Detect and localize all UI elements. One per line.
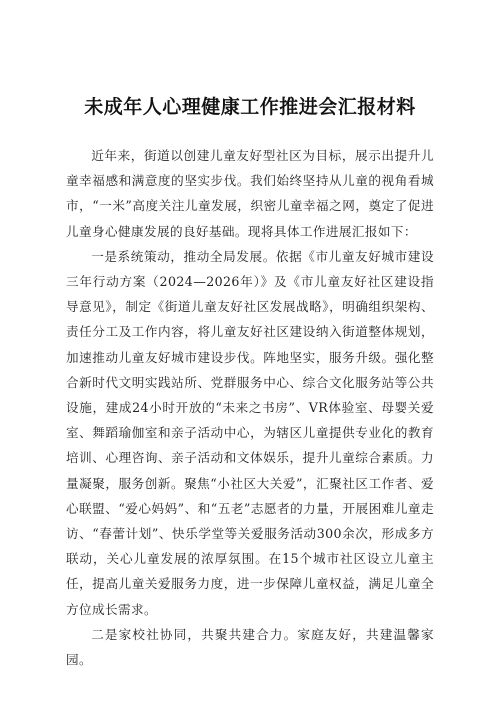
document-title: 未成年人心理健康工作推进会汇报材料 xyxy=(84,96,416,118)
document-body xyxy=(66,143,434,672)
paragraph-intro: 近年来，街道以创建儿童友好型社区为目标，展示出提升儿童幸福感和满意度的坚实步伐。我们始终坚持从儿童的视角看城市，“一米”高度关注儿童发展，织密儿童幸福之网，奠定了促进儿童身心健康发展的良好基础。现将具体工作进展汇报如下： xyxy=(66,148,434,239)
paragraph-system-planning: 一是系统策动，推动全局发展。依据《市儿童友好城市建设三年行动方案（2024—2026年）》及《市儿童友好社区建设指导意见》，制定《街道儿童友好社区发展战略》，明确组织架构、责任分工及工作内容，将儿童友好社区建设纳入街道整体规划，加速推动儿童友好城市建设步伐。阵地坚实，服务升级。强化整合新时代文明实践站所、党群服务中心、综合文化服务站等公共设施，建成24小时开放的“未来之书房”、VR体验室、母婴关爱室、舞蹈瑜伽室和亲子活动中心，为辖区儿童提供专业化的教育培训、心理咨询、亲子活动和文体娱乐，提升儿童综合素质。力量凝聚，服务创新。聚焦“小社区大关爱”，汇聚社区工作者、爱心联盟、“爱心妈妈”、和“五老”志愿者的力量，开展困难儿童走访、“春蕾计划”、快乐学堂等关爱服务活动300余次，形成多方联动，关心儿童发展的浓厚氛围。在15个城市社区设立儿童主任，提高儿童关爱服务力度，进一步保障儿童权益，满足儿童全方位成长需求。 xyxy=(66,248,434,617)
paragraph-home-school-community: 二是家校社协同，共聚共建合力。家庭友好，共建温馨家园。 xyxy=(66,626,434,668)
